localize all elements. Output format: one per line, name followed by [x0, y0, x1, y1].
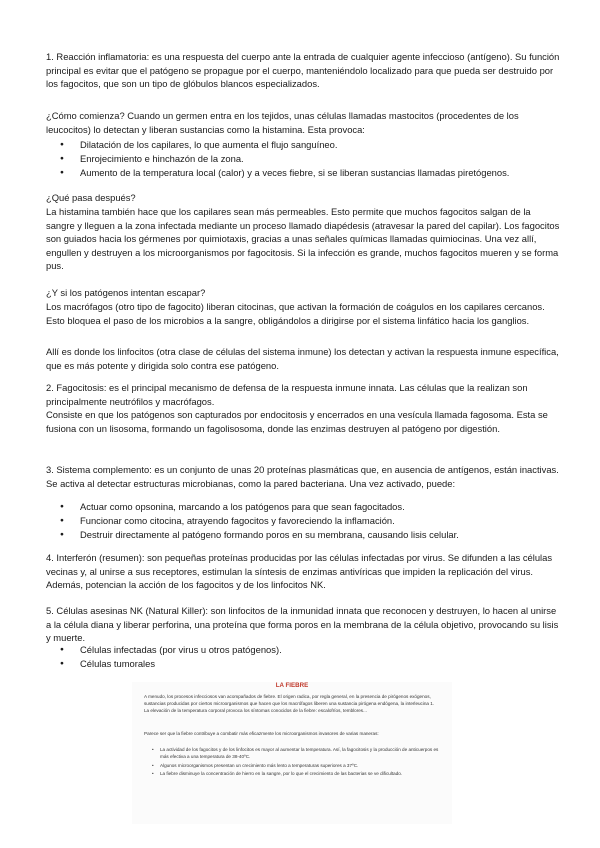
section-nk-cells: 5. Células asesinas NK (Natural Killer): son linfocitos de la inmunidad innata que reconocen y destruyen, lo hacen al unirse a la célula diana y liberar perforina, una proteína que forma poros en la membrana de la célula objetivo, provocando su lisis y muerte.: [46, 605, 559, 644]
complement-actions-list: [58, 500, 558, 541]
nk-targets-list: [58, 643, 558, 671]
section-inflammatory-how-it-starts: ¿Cómo comienza? Cuando un germen entra en los tejidos, unas células llamadas mastocitos (procedentes de los leucocitos) lo detectan y liberan sustancias como la histamina. Esta provoca:: [46, 110, 519, 135]
fever-benefits-list: [152, 746, 440, 779]
fever-figure-intro: A menudo, los procesos infecciosos van acompañados de fiebre. El origen radica, por regla general, en la presencia de pirógenos exógenos, sustancias producidas por ciertos microorganismos que hacen que los macrófagos liberen una sustancia pirógena endógena, la interleucina 1. La elevación de la temperatura corporal provoca los síntomas conocidos de la fiebre: escalofríos, temblores...: [144, 694, 435, 713]
fever-figure-title: LA FIEBRE: [275, 682, 309, 689]
section-inflammatory-intro: 1. Reacción inflamatoria: es una respuesta del cuerpo ante la entrada de cualquier agente infeccioso (antígeno). Su función principal es evitar que el patógeno se propague por el cuerpo, manteniéndolo localizado para que pueda ser destruido por los fagocitos, que son un tipo de glóbulos blancos especializados.: [46, 51, 560, 90]
paragraph-lymphocytes: Allí es donde los linfocitos (otra clase de células del sistema inmune) los detectan y activan la respuesta inmune específica, que es más potente y dirigida solo contra ese patógeno.: [46, 346, 559, 371]
list-item: ● Aumento de la temperatura local (calor) y a veces fiebre, si se liberan sustancias llamadas piretógenos.: [58, 166, 558, 180]
paragraph-phagosome: Consiste en que los patógenos son capturados por endocitosis y encerrados en una vesícula llamada fagosoma. Esta se fusiona con un lisosoma, formando un fagolisosoma, donde las enzimas destruyen al patógeno por digestión.: [46, 409, 548, 434]
list-item: • La fiebre disminuye la concentración de hierro en la sangre, por lo que el crecimiento de las bacterias se ve dificultado.: [152, 770, 440, 777]
section-phagocytosis: 2. Fagocitosis: es el principal mecanismo de defensa de la respuesta inmune innata. Las células que la realizan son principalmente neutrófilos y macrófagos.: [46, 382, 528, 407]
question-pathogens-escape: ¿Y si los patógenos intentan escapar?: [46, 287, 206, 298]
list-item: ● Dilatación de los capilares, lo que aumenta el flujo sanguíneo.: [58, 138, 558, 152]
paragraph-macrophages: Los macrófagos (otro tipo de fagocito) liberan citocinas, que activan la formación de coágulos en los capilares cercanos. Esto bloquea el paso de los microbios a la sangre, obligándolos a dirigirse por el sistema linfático hacia los ganglios.: [46, 301, 545, 326]
list-item: ● Células tumorales: [58, 657, 558, 671]
fever-figure-paragraph: Parece ser que la fiebre contribuye a combatir más eficazmente los microorganismos invasores de varias maneras:: [144, 731, 379, 736]
list-item: ● Enrojecimiento e hinchazón de la zona.: [58, 152, 558, 166]
list-item: ● Células infectadas (por virus u otros patógenos).: [58, 643, 558, 657]
paragraph-histamine: La histamina también hace que los capilares sean más permeables. Esto permite que muchos fagocitos salgan de la sangre y lleguen a la zona infectada mediante un proceso llamado diapédesis (atravesar la pared del capilar). Los fagocitos son guiados hacia los gérmenes por quimiotaxis, gracias a unas señales químicas llamadas quimiocinas. Una vez allí, engullen y destruyen a los microorganismos por fagocitosis. Si la infección es grande, muchos fagocitos mueren y se forma pus.: [46, 206, 560, 272]
section-complement-system: 3. Sistema complemento: es un conjunto de unas 20 proteínas plasmáticas que, en ausencia de antígenos, están inactivas. Se activa al detectar estructuras microbianas, como la pared bacteriana. Una vez activado, puede:: [46, 464, 559, 489]
section-interferon: 4. Interferón (resumen): son pequeñas proteínas producidas por las células infectadas por virus. Se difunden a las células vecinas y, al unirse a sus receptores, estimulan la síntesis de enzimas antivíricas que impiden la replicación del virus. Además, potencian la acción de los fagocitos y de los linfocitos NK.: [46, 552, 553, 591]
list-item: ● Funcionar como citocina, atrayendo fagocitos y favoreciendo la inflamación.: [58, 514, 558, 528]
question-what-happens-next: ¿Qué pasa después?: [46, 192, 136, 203]
list-item: ● Actuar como opsonina, marcando a los patógenos para que sean fagocitados.: [58, 500, 558, 514]
fever-figure: [132, 682, 452, 824]
list-item: • La actividad de los fagocitos y de los linfocitos es mayor al aumentar la temperatura. Así, la fagocitosis y la producción de anticuerpos es más efectiva a una temperatura de 38-40ºC.: [152, 746, 440, 760]
inflammation-effects-list: [58, 138, 558, 179]
list-item: ● Destruir directamente al patógeno formando poros en su membrana, causando lisis celular.: [58, 528, 558, 542]
list-item: • Algunos microorganismos presentan un crecimiento más lento a temperaturas superiores a 37ºC.: [152, 762, 440, 769]
